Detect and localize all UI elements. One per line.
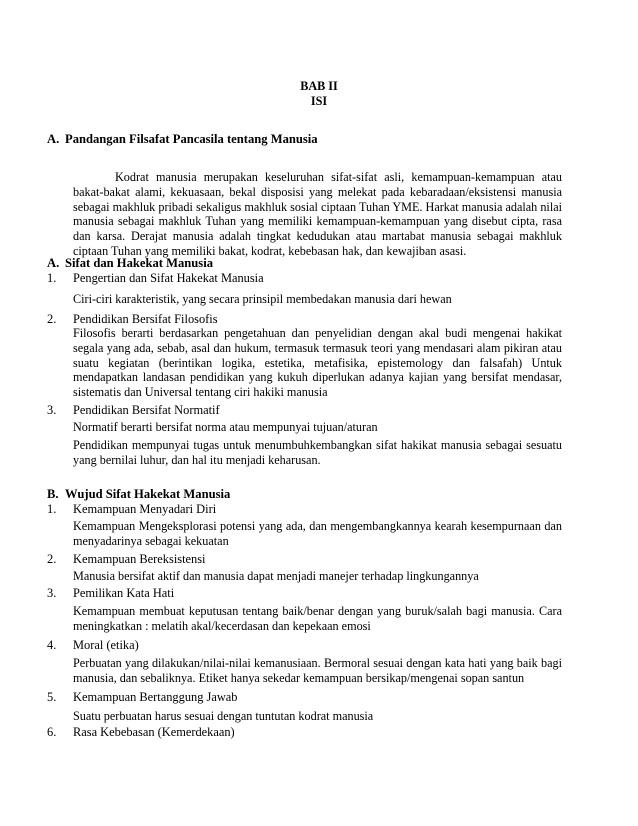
list-item-a2-1 [47, 271, 264, 286]
list-item-number: 5. [47, 690, 57, 704]
list-item-a2-3 [47, 403, 220, 418]
section-b-number: B. [47, 487, 59, 501]
list-item-b-6 [47, 725, 235, 740]
list-item-title: Kemampuan Bereksistensi [73, 552, 206, 566]
list-item-title: Pengertian dan Sifat Hakekat Manusia [73, 271, 264, 285]
list-item-text: Normatif berarti bersifat norma atau mempunyai tujuan/aturan [73, 420, 378, 434]
list-item-b-5 [47, 690, 237, 705]
list-item-number: 2. [47, 312, 57, 326]
list-item-title: Pendidikan Bersifat Filosofis [73, 312, 218, 326]
list-item-text: Pendidikan mempunyai tugas untuk menumbuhkembangkan sifat hakikat manusia sebagai sesuatu yang bernilai luhur, dan hal itu menjadi keharusan. [73, 438, 562, 467]
list-item-title: Pendidikan Bersifat Normatif [73, 403, 220, 417]
list-item-b-4 [47, 638, 139, 653]
list-item-title: Kemampuan Menyadari Diri [73, 502, 217, 516]
section-b-heading [47, 487, 230, 502]
section-a1-number: A. [47, 132, 60, 146]
list-item-text: Manusia bersifat aktif dan manusia dapat menjadi manejer terhadap lingkungannya [73, 569, 479, 583]
section-b-title: Wujud Sifat Hakekat Manusia [65, 487, 231, 501]
list-item-number: 3. [47, 403, 57, 417]
section-a2-number: A. [47, 256, 60, 270]
list-item-number: 1. [47, 271, 57, 285]
chapter-label: BAB II [300, 79, 338, 93]
section-a1-heading [47, 132, 318, 147]
list-item-text: Kemampuan membuat keputusan tentang baik/benar dengan yang buruk/salah bagi manusia. Cara meningkatkan : melatih akal/kecerdasan dan kepekaan emosi [73, 604, 562, 633]
list-item-text: Suatu perbuatan harus sesuai dengan tuntutan kodrat manusia [73, 709, 374, 723]
section-a2-title: Sifat dan Hakekat Manusia [65, 256, 214, 270]
list-item-text: Kemampuan Mengeksplorasi potensi yang ada, dan mengembangkannya kearah kesempurnaan dan menyadarinya sebagai kekuatan [73, 519, 562, 548]
list-item-number: 6. [47, 725, 57, 739]
list-item-number: 1. [47, 502, 57, 516]
list-item-title: Kemampuan Bertanggung Jawab [73, 690, 238, 704]
section-a2-heading [47, 256, 213, 271]
list-item-text: Perbuatan yang dilakukan/nilai-nilai kemanusiaan. Bermoral sesuai dengan kata hati yang baik bagi manusia, dan sebaliknya. Etiket hanya sekedar kemampuan bersikap/mengenai sopan santun [73, 656, 562, 685]
list-item-title: Pemilikan Kata Hati [73, 586, 175, 600]
chapter-title: ISI [310, 94, 328, 108]
list-item-b-3 [47, 586, 174, 601]
list-item-title: Rasa Kebebasan (Kemerdekaan) [73, 725, 235, 739]
list-item-b-2 [47, 552, 205, 567]
list-item-text: Ciri-ciri karakteristik, yang secara prinsipil membedakan manusia dari hewan [73, 292, 452, 306]
list-item-a2-2 [47, 312, 218, 327]
list-item-number: 2. [47, 552, 57, 566]
list-item-b-1 [47, 502, 216, 517]
list-item-text: Filosofis berarti berdasarkan pengetahuan dan penyelidian dengan akal budi mengenai hakikat segala yang ada, sebab, asal dan hukum, termasuk termasuk teori yang mendasari alam pikiran atau suatu kegiatan (berintikan logika, estetika, metafisika, epistemology dan falsafah) Untuk mendapatkan landasan pendidikan yang kukuh diperlukan adanya kajian yang bersifat mendasar, sistematis dan Universal tentang ciri hakiki manusia [73, 326, 562, 400]
list-item-title: Moral (etika) [73, 638, 139, 652]
section-a1-title: Pandangan Filsafat Pancasila tentang Manusia [65, 132, 318, 146]
list-item-number: 4. [47, 638, 57, 652]
section-a1-paragraph: Kodrat manusia merupakan keseluruhan sifat-sifat asli, kemampuan-kemampuan atau bakat-bakat alami, kekuasaan, bekal disposisi yang melekat pada kebaradaan/eksistensi manusia sebagai makhluk pribadi sekaligus makhluk sosial ciptaan Tuhan YME. Harkat manusia adalah nilai manusia sebagai makhluk Tuhan yang memiliki kemampuan-kemampuan yang disebut cipta, rasa dan karsa. Derajat manusia adalah tingkat kedudukan atau martabat manusia sebagai makhluk ciptaan Tuhan yang memiliki bakat, kodrat, kebebasan hak, dan kewajiban asasi. [73, 170, 562, 258]
list-item-number: 3. [47, 586, 57, 600]
